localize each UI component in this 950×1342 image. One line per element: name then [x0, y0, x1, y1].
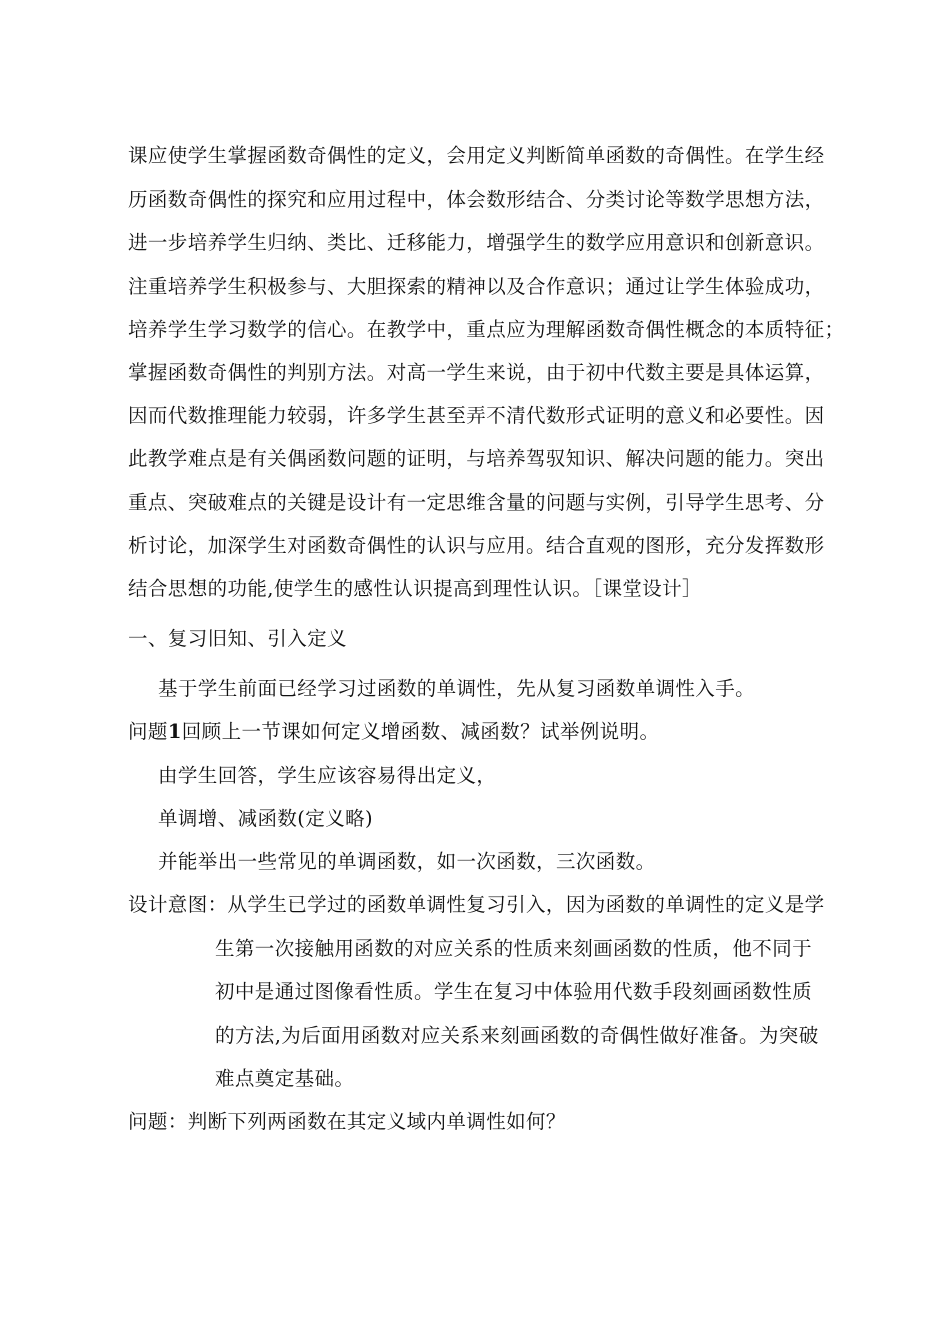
design-intent-first-line [128, 893, 825, 917]
answer-line: 由学生回答，学生应该容易得出定义， [158, 764, 497, 787]
section-heading: 一、复习旧知、引入定义 [128, 627, 347, 650]
paragraph-line: 掌握函数奇偶性的判别方法。对高一学生来说，由于初中代数主要是具体运算， [128, 361, 825, 384]
design-intent-line: 生第一次接触用函数的对应关系的性质来刻画函数的性质，他不同于 [215, 937, 813, 960]
question-1 [128, 720, 659, 744]
question-1-prefix: 问题 [128, 720, 168, 743]
paragraph-line: 因而代数推理能力较弱，许多学生甚至弄不清代数形式证明的意义和必要性。因 [128, 404, 825, 427]
paragraph-line: 重点、突破难点的关键是设计有一定思维含量的问题与实例，引导学生思考、分 [128, 491, 825, 514]
intro-line: 基于学生前面已经学习过函数的单调性，先从复习函数单调性入手。 [158, 677, 756, 700]
design-intent-line: 的方法,为后面用函数对应关系来刻画函数的奇偶性做好准备。为突破 [215, 1024, 819, 1047]
paragraph-line: 此教学难点是有关偶函数问题的证明，与培养驾驭知识、解决问题的能力。突出 [128, 447, 825, 470]
question-1-number: 1 [167, 720, 182, 743]
paragraph-line: 注重培养学生积极参与、大胆探索的精神以及合作意识；通过让学生体验成功， [128, 275, 825, 298]
paragraph-line: 课应使学生掌握函数奇偶性的定义，会用定义判断简单函数的奇偶性。在学生经 [128, 144, 825, 167]
design-intent-line: 难点奠定基础。 [215, 1067, 355, 1090]
paragraph-line: 结合思想的功能,使学生的感性认识提高到理性认识。［课堂设计］ [128, 577, 702, 600]
question-1-text: 回顾上一节课如何定义增函数、减函数？试举例说明。 [181, 720, 660, 743]
paragraph-line: 历函数奇偶性的探究和应用过程中，体会数形结合、分类讨论等数学思想方法， [128, 188, 825, 211]
paragraph-line: 培养学生学习数学的信心。在教学中，重点应为理解函数奇偶性概念的本质特征； [128, 318, 845, 341]
paragraph-line: 析讨论，加深学生对函数奇偶性的认识与应用。结合直观的图形，充分发挥数形 [128, 534, 825, 557]
question-2: 问题：判断下列两函数在其定义域内单调性如何？ [128, 1110, 566, 1133]
paragraph-line: 进一步培养学生归纳、类比、迁移能力，增强学生的数学应用意识和创新意识。 [128, 231, 825, 254]
design-intent-text: 从学生已学过的函数单调性复习引入，因为函数的单调性的定义是学 [227, 893, 825, 916]
design-intent-line: 初中是通过图像看性质。学生在复习中体验用代数手段刻画函数性质 [215, 980, 813, 1003]
answer-line: 单调增、减函数(定义略) [158, 807, 374, 830]
design-intent-label: 设计意图： [128, 893, 228, 916]
answer-line: 并能举出一些常见的单调函数，如一次函数，三次函数。 [158, 850, 656, 873]
